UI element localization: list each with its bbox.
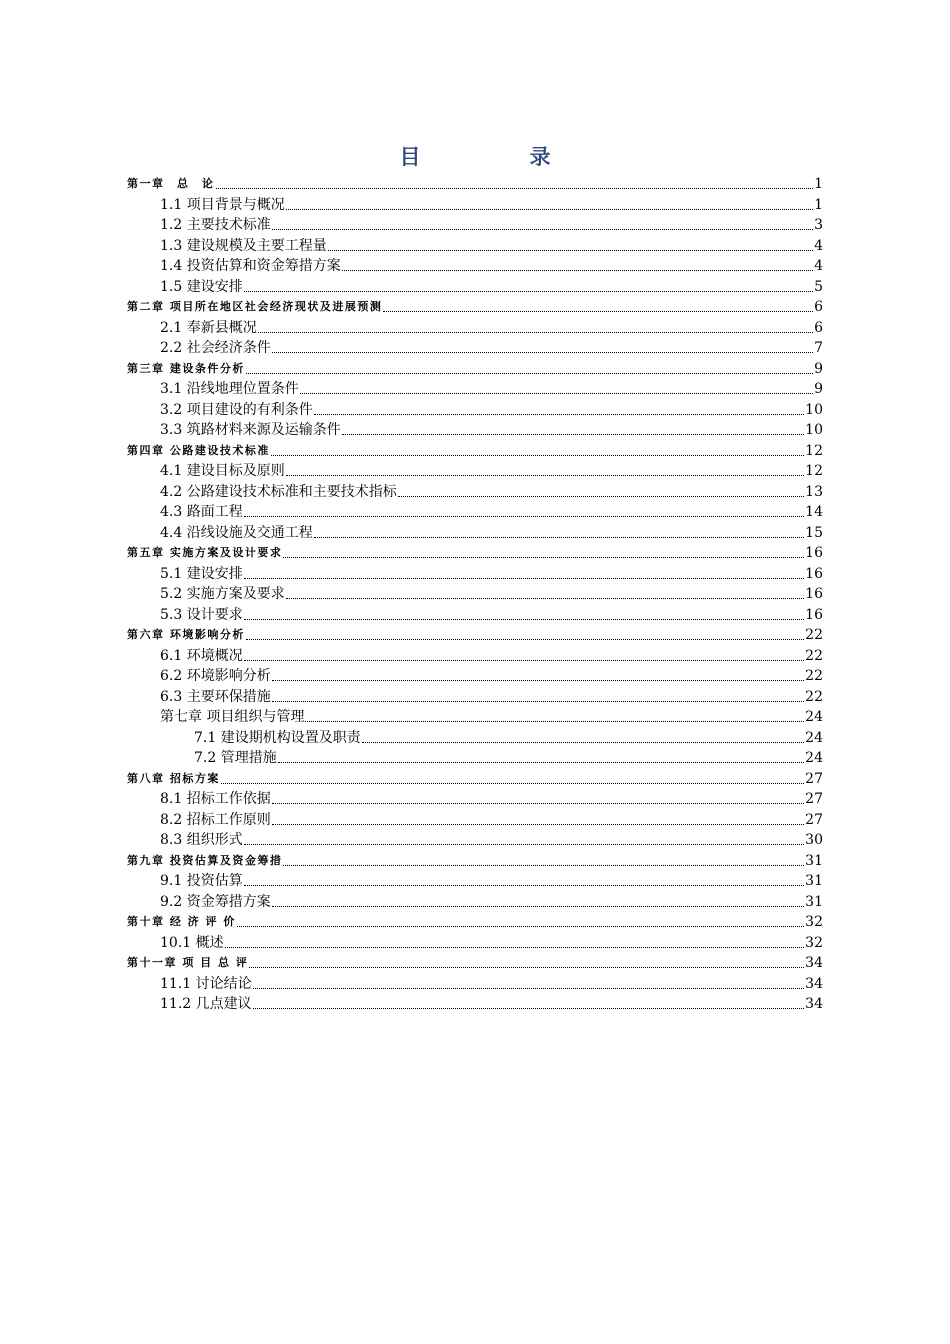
toc-page-number: 3 (814, 217, 823, 233)
toc-dot-leader (253, 1008, 805, 1009)
toc-section-entry[interactable] (160, 461, 823, 481)
toc-entry-label: 第三章 建设条件分析 (127, 362, 245, 375)
toc-dot-leader (272, 680, 804, 681)
toc-entry-label: 8.3 组织形式 (160, 832, 243, 848)
toc-dot-leader (272, 824, 804, 825)
toc-section-entry[interactable] (160, 871, 823, 891)
toc-dot-leader (286, 598, 804, 599)
toc-section-entry[interactable] (160, 379, 823, 399)
toc-page-number: 9 (814, 381, 823, 397)
toc-page-number: 27 (805, 771, 823, 787)
toc-dot-leader (246, 373, 813, 374)
toc-entry-label: 11.1 讨论结论 (160, 976, 252, 992)
toc-entry-label: 5.1 建设安排 (160, 566, 243, 582)
toc-chapter-entry[interactable] (127, 441, 823, 461)
toc-page-number: 10 (805, 422, 823, 438)
toc-section-entry[interactable] (160, 789, 823, 809)
toc-section-entry[interactable] (160, 666, 823, 686)
toc-page-number: 27 (805, 791, 823, 807)
toc-dot-leader (398, 496, 804, 497)
toc-section-entry[interactable] (160, 892, 823, 912)
toc-entry-label: 第六章 环境影响分析 (127, 628, 245, 641)
toc-dot-leader (237, 926, 804, 927)
toc-chapter-entry[interactable] (127, 851, 823, 871)
toc-dot-leader (314, 537, 804, 538)
toc-section-entry[interactable] (160, 502, 823, 522)
toc-section-entry[interactable] (160, 195, 823, 215)
toc-chapter-entry[interactable] (160, 707, 823, 727)
toc-dot-leader (225, 947, 805, 948)
toc-entry-label: 1.1 项目背景与概况 (160, 197, 285, 213)
toc-chapter-entry[interactable] (127, 625, 823, 645)
toc-entry-label: 1.5 建设安排 (160, 279, 243, 295)
toc-section-entry[interactable] (160, 400, 823, 420)
toc-page-number: 32 (805, 935, 823, 951)
toc-dot-leader (244, 619, 804, 620)
toc-dot-leader (246, 639, 804, 640)
toc-page-number: 6 (814, 320, 823, 336)
toc-dot-leader (342, 270, 813, 271)
toc-dot-leader (278, 762, 804, 763)
toc-section-entry[interactable] (160, 277, 823, 297)
toc-page-number: 5 (814, 279, 823, 295)
toc-entry-label: 第二章 项目所在地区社会经济现状及进展预测 (127, 300, 383, 313)
toc-entry-label: 10.1 概述 (160, 935, 224, 951)
toc-entry-label: 第十章 经 济 评 价 (127, 915, 236, 928)
toc-dot-leader (244, 578, 804, 579)
toc-section-entry[interactable] (160, 830, 823, 850)
toc-dot-leader (383, 311, 813, 312)
toc-entry-label: 2.1 奉新县概况 (160, 320, 257, 336)
toc-dot-leader (305, 721, 804, 722)
toc-page-number: 22 (805, 668, 823, 684)
toc-section-entry[interactable] (160, 256, 823, 276)
toc-entry-label: 第九章 投资估算及资金筹措 (127, 854, 283, 867)
toc-dot-leader (342, 434, 804, 435)
toc-page-number: 22 (805, 648, 823, 664)
toc-dot-leader (362, 742, 804, 743)
toc-dot-leader (328, 250, 813, 251)
toc-dot-leader (314, 414, 804, 415)
toc-entry-label: 5.3 设计要求 (160, 607, 243, 623)
toc-dot-leader (286, 209, 813, 210)
toc-entry-label: 1.4 投资估算和资金筹措方案 (160, 258, 341, 274)
toc-dot-leader (272, 906, 804, 907)
toc-entry-label: 3.2 项目建设的有利条件 (160, 402, 313, 418)
toc-dot-leader (244, 291, 813, 292)
toc-page-number: 6 (814, 299, 823, 315)
toc-page-number: 7 (814, 340, 823, 356)
toc-entry-label: 4.3 路面工程 (160, 504, 243, 520)
toc-dot-leader (272, 229, 813, 230)
toc-chapter-entry[interactable] (127, 543, 823, 563)
toc-page-number: 16 (805, 607, 823, 623)
toc-page-number: 1 (814, 197, 823, 213)
toc-entry-label: 6.3 主要环保措施 (160, 689, 271, 705)
toc-entry-label: 4.1 建设目标及原则 (160, 463, 285, 479)
toc-dot-leader (244, 885, 804, 886)
toc-section-entry[interactable] (160, 974, 823, 994)
toc-entry-label: 6.1 环境概况 (160, 648, 243, 664)
toc-dot-leader (221, 783, 804, 784)
toc-dot-leader (272, 701, 804, 702)
toc-section-entry[interactable] (160, 338, 823, 358)
toc-page-number: 16 (805, 566, 823, 582)
toc-page-number: 24 (805, 730, 823, 746)
toc-entry-label: 第一章 总 论 (127, 177, 215, 190)
toc-page-number: 32 (805, 914, 823, 930)
toc-page-number: 16 (805, 586, 823, 602)
toc-dot-leader (249, 967, 804, 968)
toc-entry-label: 9.2 资金筹措方案 (160, 894, 271, 910)
toc-section-entry[interactable] (160, 584, 823, 604)
toc-page-number: 27 (805, 812, 823, 828)
toc-chapter-entry[interactable] (127, 297, 823, 317)
toc-entry-label: 8.1 招标工作依据 (160, 791, 271, 807)
toc-page-number: 22 (805, 627, 823, 643)
toc-dot-leader (258, 332, 813, 333)
toc-entry-label: 第四章 公路建设技术标准 (127, 444, 270, 457)
toc-section-entry[interactable] (160, 933, 823, 953)
toc-section-entry[interactable] (194, 728, 823, 748)
toc-chapter-entry[interactable] (127, 769, 823, 789)
toc-section-entry[interactable] (160, 236, 823, 256)
toc-page-number: 34 (805, 955, 823, 971)
toc-section-entry[interactable] (194, 748, 823, 768)
toc-dot-leader (244, 660, 804, 661)
toc-entry-label: 第五章 实施方案及设计要求 (127, 546, 283, 559)
toc-dot-leader (300, 393, 813, 394)
toc-page-number: 24 (805, 750, 823, 766)
toc-section-entry[interactable] (160, 523, 823, 543)
toc-entry-label: 3.3 筑路材料来源及运输条件 (160, 422, 341, 438)
toc-section-entry[interactable] (160, 646, 823, 666)
toc-page-number: 15 (805, 525, 823, 541)
toc-entry-label: 1.3 建设规模及主要工程量 (160, 238, 327, 254)
toc-section-entry[interactable] (160, 605, 823, 625)
toc-chapter-entry[interactable] (127, 912, 823, 932)
toc-section-entry[interactable] (160, 420, 823, 440)
toc-dot-leader (283, 865, 804, 866)
toc-entry-label: 11.2 几点建议 (160, 996, 252, 1012)
toc-dot-leader (272, 352, 813, 353)
toc-dot-leader (244, 516, 804, 517)
toc-page-number: 13 (805, 484, 823, 500)
toc-page-number: 16 (805, 545, 823, 561)
toc-entry-label: 7.1 建设期机构设置及职责 (194, 730, 361, 746)
toc-page-number: 1 (814, 176, 823, 192)
toc-entry-label: 4.4 沿线设施及交通工程 (160, 525, 313, 541)
toc-section-entry[interactable] (160, 564, 823, 584)
toc-page-number: 31 (805, 853, 823, 869)
toc-section-entry[interactable] (160, 318, 823, 338)
toc-entry-label: 1.2 主要技术标准 (160, 217, 271, 233)
toc-section-entry[interactable] (160, 687, 823, 707)
toc-page-number: 12 (805, 463, 823, 479)
toc-entry-label: 第八章 招标方案 (127, 772, 220, 785)
toc-page-number: 9 (814, 361, 823, 377)
toc-section-entry[interactable] (160, 482, 823, 502)
toc-page-number: 31 (805, 894, 823, 910)
toc-entry-label: 8.2 招标工作原则 (160, 812, 271, 828)
toc-dot-leader (253, 988, 805, 989)
toc-page-number: 31 (805, 873, 823, 889)
toc-page-number: 12 (805, 443, 823, 459)
toc-dot-leader (216, 188, 814, 189)
toc-chapter-entry[interactable] (127, 174, 823, 194)
toc-entry-label: 2.2 社会经济条件 (160, 340, 271, 356)
toc-entry-label: 4.2 公路建设技术标准和主要技术指标 (160, 484, 397, 500)
toc-page-number: 4 (814, 238, 823, 254)
toc-dot-leader (271, 455, 804, 456)
toc-page-number: 30 (805, 832, 823, 848)
toc-title: 目 录 (399, 144, 595, 169)
toc-chapter-entry[interactable] (127, 359, 823, 379)
toc-dot-leader (286, 475, 804, 476)
toc-entry-label: 第七章 项目组织与管理 (160, 709, 305, 725)
toc-page-number: 24 (805, 709, 823, 725)
toc-dot-leader (244, 844, 804, 845)
toc-page-number: 14 (805, 504, 823, 520)
toc-chapter-entry[interactable] (127, 953, 823, 973)
toc-page-number: 34 (805, 996, 823, 1012)
toc-dot-leader (283, 557, 804, 558)
toc-page-number: 4 (814, 258, 823, 274)
toc-entry-label: 6.2 环境影响分析 (160, 668, 271, 684)
toc-entry-label: 5.2 实施方案及要求 (160, 586, 285, 602)
toc-section-entry[interactable] (160, 215, 823, 235)
toc-entry-label: 7.2 管理措施 (194, 750, 277, 766)
toc-entry-label: 3.1 沿线地理位置条件 (160, 381, 299, 397)
toc-page-number: 10 (805, 402, 823, 418)
toc-section-entry[interactable] (160, 994, 823, 1014)
toc-page-number: 22 (805, 689, 823, 705)
toc-entry-label: 第十一章 项 目 总 评 (127, 956, 249, 969)
toc-section-entry[interactable] (160, 810, 823, 830)
toc-entry-label: 9.1 投资估算 (160, 873, 243, 889)
toc-dot-leader (272, 803, 804, 804)
toc-page-number: 34 (805, 976, 823, 992)
